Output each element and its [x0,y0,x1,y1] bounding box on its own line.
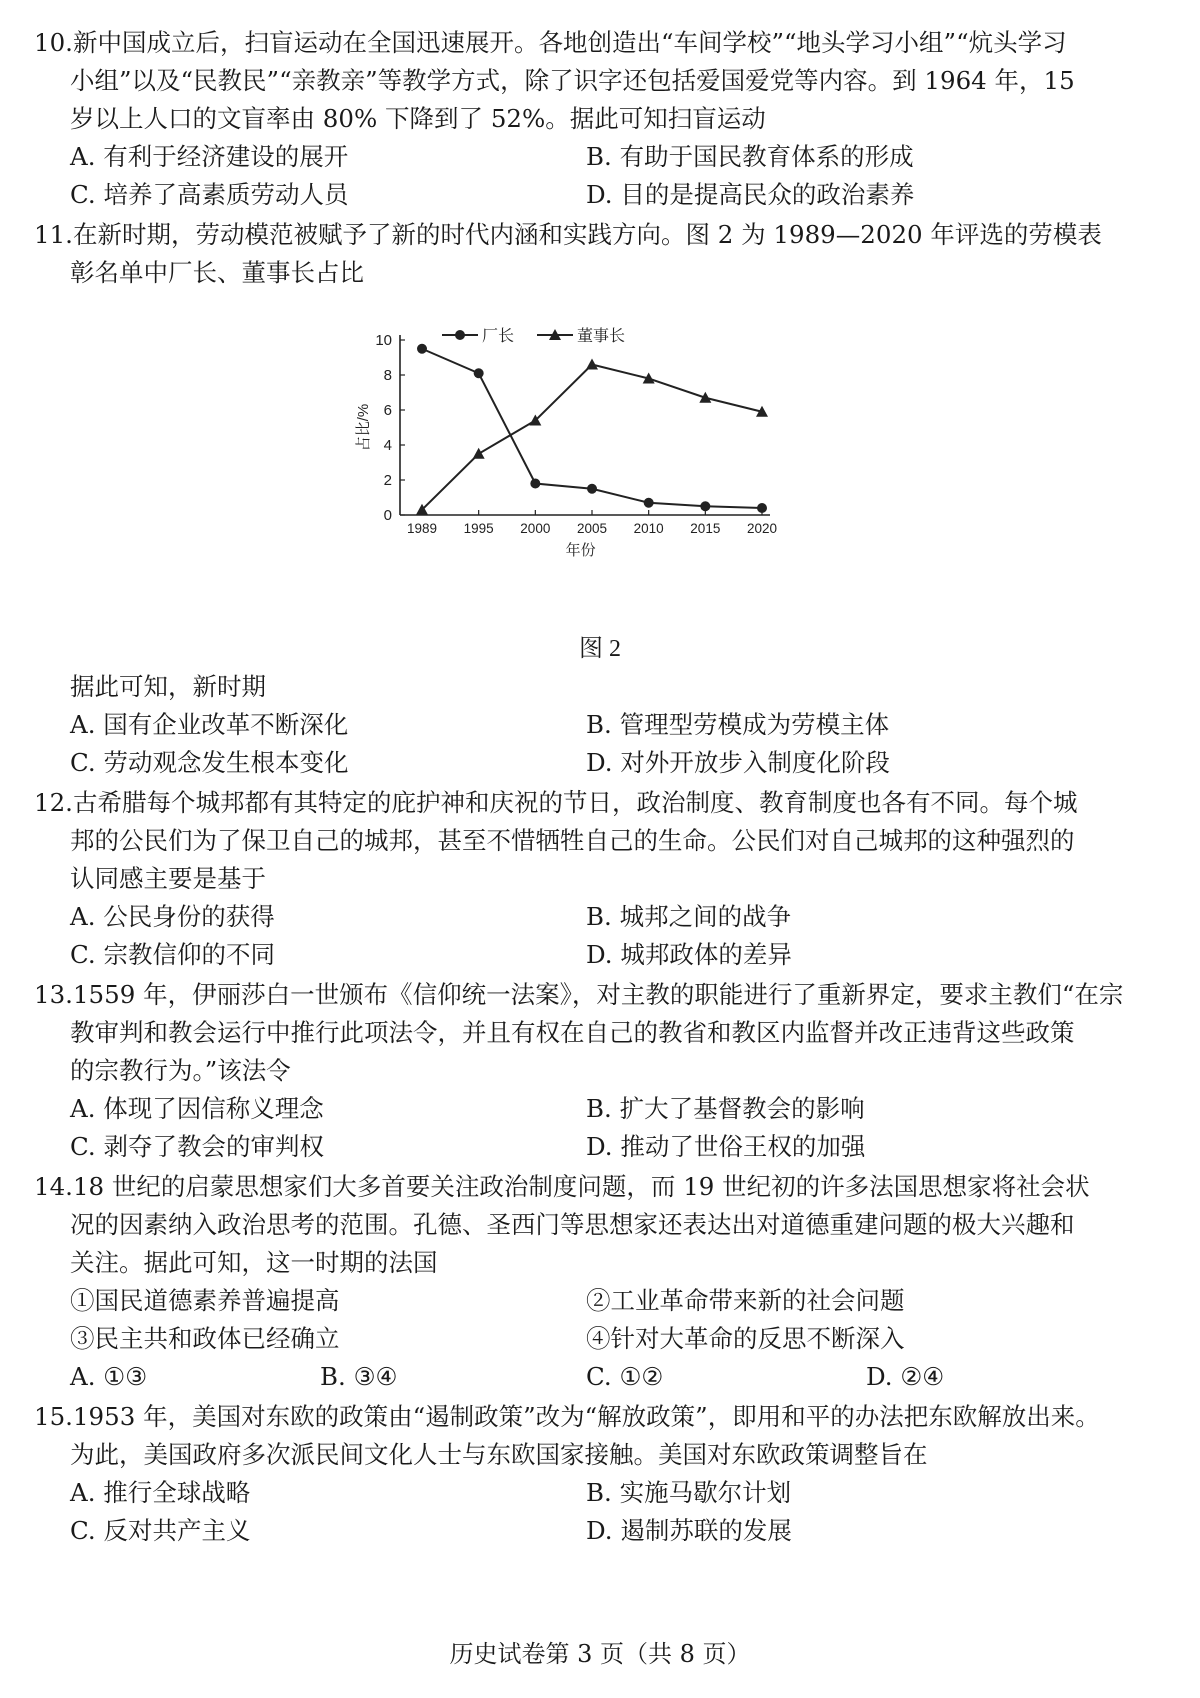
q10-line-1 [34,28,1067,58]
q10-number: 10. [34,28,73,57]
q12-option-c[interactable]: C. 宗教信仰的不同 [70,940,275,969]
q11-stem-line-1: 在新时期，劳动模范被赋予了新的时代内涵和实践方向。图 2 为 1989—2020 年评选的劳模表 [72,220,1102,249]
q12-stem-line-2: 邦的公民们为了保卫自己的城邦，甚至不惜牺牲自己的生命。公民们对自己城邦的这种强烈的 [70,826,1075,855]
q13-line-1 [34,980,1123,1010]
q14-number: 14. [34,1172,73,1201]
q14-line-1 [34,1172,1090,1202]
x-tick-label: 2015 [690,521,721,536]
q10-option-d[interactable]: D. 目的是提高民众的政治素养 [586,180,915,209]
q10-stem-line-2: 小组”以及“民教民”“亲教亲”等教学方式，除了识字还包括爱国爱党等内容。到 1964 年，15 [70,66,1075,95]
legend-label-1: 厂长 [482,328,515,345]
q11-option-a[interactable]: A. 国有企业改革不断深化 [70,710,349,739]
series-1-point [644,498,654,508]
q15-option-b[interactable]: B. 实施马歇尔计划 [586,1478,792,1507]
x-tick-label: 2005 [576,521,608,536]
q15-option-a[interactable]: A. 推行全球战略 [70,1478,251,1507]
q10-option-b[interactable]: B. 有助于国民教育体系的形成 [586,142,914,171]
series-1-point [587,484,597,494]
q13-stem-line-1: 1559 年，伊丽莎白一世颁布《信仰统一法案》，对主教的职能进行了重新界定，要求主教们“在宗 [72,980,1124,1009]
q10-stem-line-1: 新中国成立后，扫盲运动在全国迅速展开。各地创造出“车间学校”“地头学习小组”“炕头学习 [72,28,1067,57]
legend-label-2: 董事长 [577,328,626,345]
series-1-point [700,501,710,511]
q13-number: 13. [34,980,73,1009]
q14-option-c[interactable]: C. ①② [586,1362,664,1391]
q15-line-1 [34,1402,1100,1432]
q12-option-a[interactable]: A. 公民身份的获得 [70,902,275,931]
q11-stem-line-2: 彰名单中厂长、董事长占比 [70,258,364,287]
q14-statement-3: ③民主共和政体已经确立 [70,1324,340,1353]
figure-2-line-chart [355,325,830,615]
x-tick-label: 2010 [633,521,664,536]
chart-svg [355,325,830,615]
q14-statement-1: ①国民道德素养普遍提高 [70,1286,340,1315]
q11-number: 11. [34,220,73,249]
q13-stem-line-2: 教审判和教会运行中推行此项法令，并且有权在自己的教省和教区内监督并改正违背这些政策 [70,1018,1075,1047]
y-tick-label: 8 [383,367,392,384]
y-tick-label: 2 [383,472,392,489]
q14-option-d[interactable]: D. ②④ [866,1362,945,1391]
y-axis-label: 占比/% [355,403,372,452]
x-tick-label: 1995 [463,521,494,536]
q13-option-d[interactable]: D. 推动了世俗王权的加强 [586,1132,866,1161]
series-1-point [530,479,540,489]
series-1-point [474,368,484,378]
y-tick-label: 4 [383,437,392,454]
q12-stem-line-3: 认同感主要是基于 [70,864,266,893]
y-tick-label: 10 [375,332,392,349]
q10-stem-line-3: 岁以上人口的文盲率由 80% 下降到了 52%。据此可知扫盲运动 [70,104,766,133]
q13-option-b[interactable]: B. 扩大了基督教会的影响 [586,1094,865,1123]
q11-option-b[interactable]: B. 管理型劳模成为劳模主体 [586,710,890,739]
q14-option-b[interactable]: B. ③④ [320,1362,398,1391]
q10-option-a[interactable]: A. 有利于经济建设的展开 [70,142,349,171]
q14-stem-line-3: 关注。据此可知，这一时期的法国 [70,1248,438,1277]
q11-line-1 [34,220,1102,250]
q15-stem-line-1: 1953 年，美国对东欧的政策由“遏制政策”改为“解放政策”，即用和平的办法把东欧解放出来。 [72,1402,1100,1431]
series-1-point [417,344,427,354]
q13-stem-line-3: 的宗教行为。”该法令 [70,1056,291,1085]
x-tick-label: 1989 [406,521,438,536]
legend-marker-circle [455,330,465,340]
q14-stem-line-2: 况的因素纳入政治思考的范围。孔德、圣西门等思想家还表达出对道德重建问题的极大兴趣和 [70,1210,1075,1239]
q10-option-c[interactable]: C. 培养了高素质劳动人员 [70,180,349,209]
series-1-point [757,503,767,513]
q12-line-1 [34,788,1077,818]
q11-after-text: 据此可知，新时期 [70,672,266,701]
q13-option-c[interactable]: C. 剥夺了教会的审判权 [70,1132,324,1161]
q11-option-d[interactable]: D. 对外开放步入制度化阶段 [586,748,890,777]
q11-option-c[interactable]: C. 劳动观念发生根本变化 [70,748,349,777]
q13-option-a[interactable]: A. 体现了因信称义理念 [70,1094,324,1123]
q14-statement-2: ②工业革命带来新的社会问题 [586,1286,905,1315]
x-axis-label: 年份 [565,542,596,559]
figure-caption: 图 2 [579,636,621,662]
y-tick-label: 6 [383,402,392,419]
x-tick-label: 2000 [520,521,551,536]
q15-option-d[interactable]: D. 遏制苏联的发展 [586,1516,792,1545]
q12-number: 12. [34,788,73,817]
q14-stem-line-1: 18 世纪的启蒙思想家们大多首要关注政治制度问题，而 19 世纪初的许多法国思想家将社会状 [72,1172,1090,1201]
q14-option-a[interactable]: A. ①③ [70,1362,148,1391]
series-2-point [473,448,485,459]
page-footer: 历史试卷第 3 页（共 8 页） [449,1640,751,1668]
q15-number: 15. [34,1402,73,1431]
q15-option-c[interactable]: C. 反对共产主义 [70,1516,251,1545]
q12-option-d[interactable]: D. 城邦政体的差异 [586,940,792,969]
series-2-point [586,359,598,370]
q15-stem-line-2: 为此，美国政府多次派民间文化人士与东欧国家接触。美国对东欧政策调整旨在 [70,1440,928,1469]
y-tick-label: 0 [383,507,392,524]
q12-stem-line-1: 古希腊每个城邦都有其特定的庇护神和庆祝的节日，政治制度、教育制度也各有不同。每个城 [72,788,1078,817]
q14-statement-4: ④针对大革命的反思不断深入 [586,1324,905,1353]
q12-option-b[interactable]: B. 城邦之间的战争 [586,902,792,931]
x-tick-label: 2020 [746,521,778,536]
